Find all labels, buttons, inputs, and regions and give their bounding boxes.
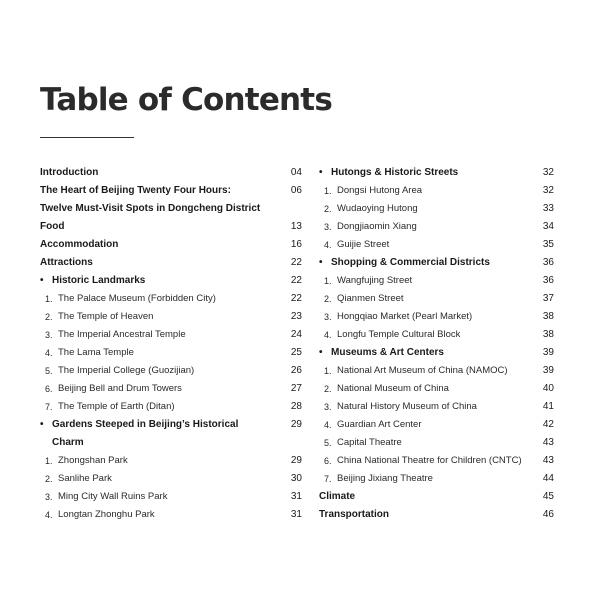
toc-entry-label: Guijie Street	[337, 239, 390, 250]
toc-entry-label: Wangfujing Street	[337, 275, 413, 286]
toc-item-number: 2.	[45, 474, 53, 484]
toc-entry-label: Dongjiaomin Xiang	[337, 221, 417, 232]
toc-page-number: 35	[542, 239, 554, 250]
toc-item-number: 2.	[45, 312, 53, 322]
toc-item-beijing-bell-and-drum-towers[interactable]	[40, 380, 302, 398]
toc-item-number: 5.	[45, 366, 53, 376]
toc-page-number: 28	[290, 401, 302, 412]
toc-page-number: 33	[542, 203, 554, 214]
toc-item-capital-theatre[interactable]	[319, 434, 554, 452]
toc-page-number: 43	[542, 455, 554, 466]
toc-item-number: 7.	[45, 402, 53, 412]
toc-item-the-temple-of-heaven[interactable]	[40, 308, 302, 326]
toc-entry-label: Hutongs & Historic Streets	[331, 167, 459, 178]
page-title: Table of Contents	[40, 82, 332, 118]
toc-entry-label: Capital Theatre	[337, 437, 402, 448]
toc-item-number: 3.	[45, 492, 53, 502]
toc-entry-the-heart-of-beijing-twenty-four-hours[interactable]	[40, 182, 302, 200]
toc-entry-label: Climate	[319, 491, 356, 502]
toc-page-number: 29	[290, 419, 302, 430]
toc-page-number: 38	[542, 329, 554, 340]
toc-page-number: 38	[542, 311, 554, 322]
toc-page-number: 29	[290, 455, 302, 466]
toc-item-the-imperial-college-guozijian[interactable]	[40, 362, 302, 380]
toc-item-number: 2.	[324, 204, 332, 214]
toc-entry-label: The Lama Temple	[58, 347, 134, 358]
toc-entry-label: Gardens Steeped in Beijing’s Historical Charm	[52, 419, 239, 448]
toc-page-number: 36	[542, 257, 554, 268]
bullet-icon: •	[40, 275, 44, 286]
toc-item-the-palace-museum-forbidden-city[interactable]	[40, 290, 302, 308]
toc-entry-label: National Museum of China	[337, 383, 449, 394]
toc-item-longfu-temple-cultural-block[interactable]	[319, 326, 554, 344]
toc-page-number: 25	[290, 347, 302, 358]
toc-item-number: 2.	[324, 294, 332, 304]
toc-page-number: 27	[290, 383, 302, 394]
toc-item-number: 7.	[324, 474, 332, 484]
toc-entry-label: Attractions	[40, 257, 93, 268]
bullet-icon: •	[319, 257, 323, 268]
toc-item-number: 3.	[324, 312, 332, 322]
toc-entry-label: Museums & Art Centers	[331, 347, 444, 358]
toc-page-number: 22	[290, 257, 302, 268]
toc-page-number: 32	[542, 185, 554, 196]
toc-entry-transportation[interactable]	[319, 506, 554, 524]
toc-entry-label: Wudaoying Hutong	[337, 203, 418, 214]
toc-item-natural-history-museum-of-china[interactable]	[319, 398, 554, 416]
toc-entry-food[interactable]	[40, 218, 302, 236]
toc-page-number: 36	[542, 275, 554, 286]
toc-page-number: 30	[290, 473, 302, 484]
toc-section-gardens-steeped-in-beijing-s-historical-[interactable]	[40, 416, 302, 452]
toc-entry-introduction[interactable]	[40, 164, 302, 182]
toc-item-national-museum-of-china[interactable]	[319, 380, 554, 398]
toc-entry-label: Sanlihe Park	[58, 473, 112, 484]
toc-entry-label: China National Theatre for Children (CNTC)	[337, 455, 522, 466]
toc-page-number: 23	[290, 311, 302, 322]
toc-left-column	[40, 164, 302, 524]
toc-item-guardian-art-center[interactable]	[319, 416, 554, 434]
toc-item-number: 1.	[324, 366, 332, 376]
toc-item-number: 4.	[45, 510, 53, 520]
toc-item-number: 1.	[324, 276, 332, 286]
toc-entry-label: Accommodation	[40, 239, 119, 250]
toc-page-number: 40	[542, 383, 554, 394]
toc-item-beijing-jixiang-theatre[interactable]	[319, 470, 554, 488]
toc-section-historic-landmarks[interactable]	[40, 272, 302, 290]
toc-entry-label: The Temple of Earth (Ditan)	[58, 401, 175, 412]
toc-entry-label: The Temple of Heaven	[58, 311, 154, 322]
toc-entry-label: The Imperial Ancestral Temple	[58, 329, 186, 340]
toc-entry-label: Food	[40, 221, 65, 232]
toc-item-number: 3.	[324, 402, 332, 412]
toc-entry-label: National Art Museum of China (NAMOC)	[337, 365, 508, 376]
toc-page-number: 42	[542, 419, 554, 430]
toc-entry-label: The Imperial College (Guozijian)	[58, 365, 195, 376]
toc-item-number: 1.	[45, 456, 53, 466]
toc-item-sanlihe-park[interactable]	[40, 470, 302, 488]
toc-item-number: 1.	[45, 294, 53, 304]
toc-page-number: 24	[290, 329, 302, 340]
toc-page-number: 39	[542, 365, 554, 376]
toc-page-number: 06	[290, 185, 302, 196]
toc-item-zhongshan-park[interactable]	[40, 452, 302, 470]
toc-entry-label: Beijing Jixiang Theatre	[337, 473, 433, 484]
toc-section-museums-art-centers[interactable]	[319, 344, 554, 362]
toc-item-number: 4.	[324, 330, 332, 340]
toc-item-number: 4.	[324, 240, 332, 250]
toc-page-number: 13	[290, 221, 302, 232]
toc-item-guijie-street[interactable]	[319, 236, 554, 254]
bullet-icon: •	[319, 347, 323, 358]
toc-page-number: 45	[542, 491, 554, 502]
toc-item-hongqiao-market-pearl-market[interactable]	[319, 308, 554, 326]
toc-page-number: 31	[290, 491, 302, 502]
toc-item-dongjiaomin-xiang[interactable]	[319, 218, 554, 236]
bullet-icon: •	[319, 167, 323, 178]
toc-item-qianmen-street[interactable]	[319, 290, 554, 308]
toc-item-china-national-theatre-for-children-cntc[interactable]	[319, 452, 554, 470]
toc-page-number: 41	[542, 401, 554, 412]
toc-item-the-temple-of-earth-ditan[interactable]	[40, 398, 302, 416]
toc-item-longtan-zhonghu-park[interactable]	[40, 506, 302, 524]
toc-entry-label: Guardian Art Center	[337, 419, 422, 430]
toc-entry-label: Zhongshan Park	[58, 455, 128, 466]
toc-entry-label: Beijing Bell and Drum Towers	[58, 383, 182, 394]
toc-page-number: 37	[542, 293, 554, 304]
toc-page-number: 22	[290, 275, 302, 286]
toc-section-hutongs-historic-streets[interactable]	[319, 164, 554, 182]
toc-page-number: 31	[290, 509, 302, 520]
toc-entry-label: Transportation	[319, 509, 390, 520]
toc-page-number: 16	[290, 239, 302, 250]
toc-item-number: 2.	[324, 384, 332, 394]
toc-item-number: 4.	[45, 348, 53, 358]
toc-entry-twelve-must-visit-spots-in-dongcheng-dis[interactable]	[40, 200, 302, 218]
toc-item-number: 5.	[324, 438, 332, 448]
toc-page-number: 04	[290, 167, 302, 178]
toc-entry-label: The Palace Museum (Forbidden City)	[58, 293, 216, 304]
toc-item-ming-city-wall-ruins-park[interactable]	[40, 488, 302, 506]
toc-entry-label: Hongqiao Market (Pearl Market)	[337, 311, 473, 322]
toc-item-number: 3.	[324, 222, 332, 232]
toc-entry-label: Twelve Must-Visit Spots in Dongcheng District	[40, 203, 261, 214]
toc-entry-label: Longfu Temple Cultural Block	[337, 329, 461, 340]
toc-entry-label: The Heart of Beijing Twenty Four Hours:	[40, 185, 231, 196]
toc-entry-label: Qianmen Street	[337, 293, 404, 304]
toc-entry-label: Longtan Zhonghu Park	[58, 509, 155, 520]
toc-page-number: 32	[542, 167, 554, 178]
toc-item-number: 6.	[324, 456, 332, 466]
toc-item-number: 3.	[45, 330, 53, 340]
toc-right-column	[319, 164, 554, 524]
toc-entry-label: Natural History Museum of China	[337, 401, 477, 412]
bullet-icon: •	[40, 419, 44, 430]
toc-entry-label: Shopping & Commercial Districts	[331, 257, 490, 268]
toc-item-the-lama-temple[interactable]	[40, 344, 302, 362]
toc-entry-attractions[interactable]	[40, 254, 302, 272]
toc-section-shopping-commercial-districts[interactable]	[319, 254, 554, 272]
toc-entry-label: Introduction	[40, 167, 99, 178]
toc-item-number: 4.	[324, 420, 332, 430]
toc-entry-label: Dongsi Hutong Area	[337, 185, 423, 196]
toc-entry-label: Historic Landmarks	[52, 275, 146, 286]
toc-item-wangfujing-street[interactable]	[319, 272, 554, 290]
toc-item-dongsi-hutong-area[interactable]	[319, 182, 554, 200]
toc-page-number: 26	[290, 365, 302, 376]
toc-page-number: 22	[290, 293, 302, 304]
toc-item-the-imperial-ancestral-temple[interactable]	[40, 326, 302, 344]
toc-page-number: 34	[542, 221, 554, 232]
toc-page-number: 46	[542, 509, 554, 520]
toc-page-number: 43	[542, 437, 554, 448]
toc-entry-label: Ming City Wall Ruins Park	[58, 491, 168, 502]
toc-page-number: 39	[542, 347, 554, 358]
toc-item-number: 1.	[324, 186, 332, 196]
toc-item-number: 6.	[45, 384, 53, 394]
toc-entry-climate[interactable]	[319, 488, 554, 506]
title-underline	[40, 137, 134, 138]
toc-item-wudaoying-hutong[interactable]	[319, 200, 554, 218]
toc-entry-accommodation[interactable]	[40, 236, 302, 254]
toc-item-national-art-museum-of-china-namoc[interactable]	[319, 362, 554, 380]
toc-page-number: 44	[542, 473, 554, 484]
